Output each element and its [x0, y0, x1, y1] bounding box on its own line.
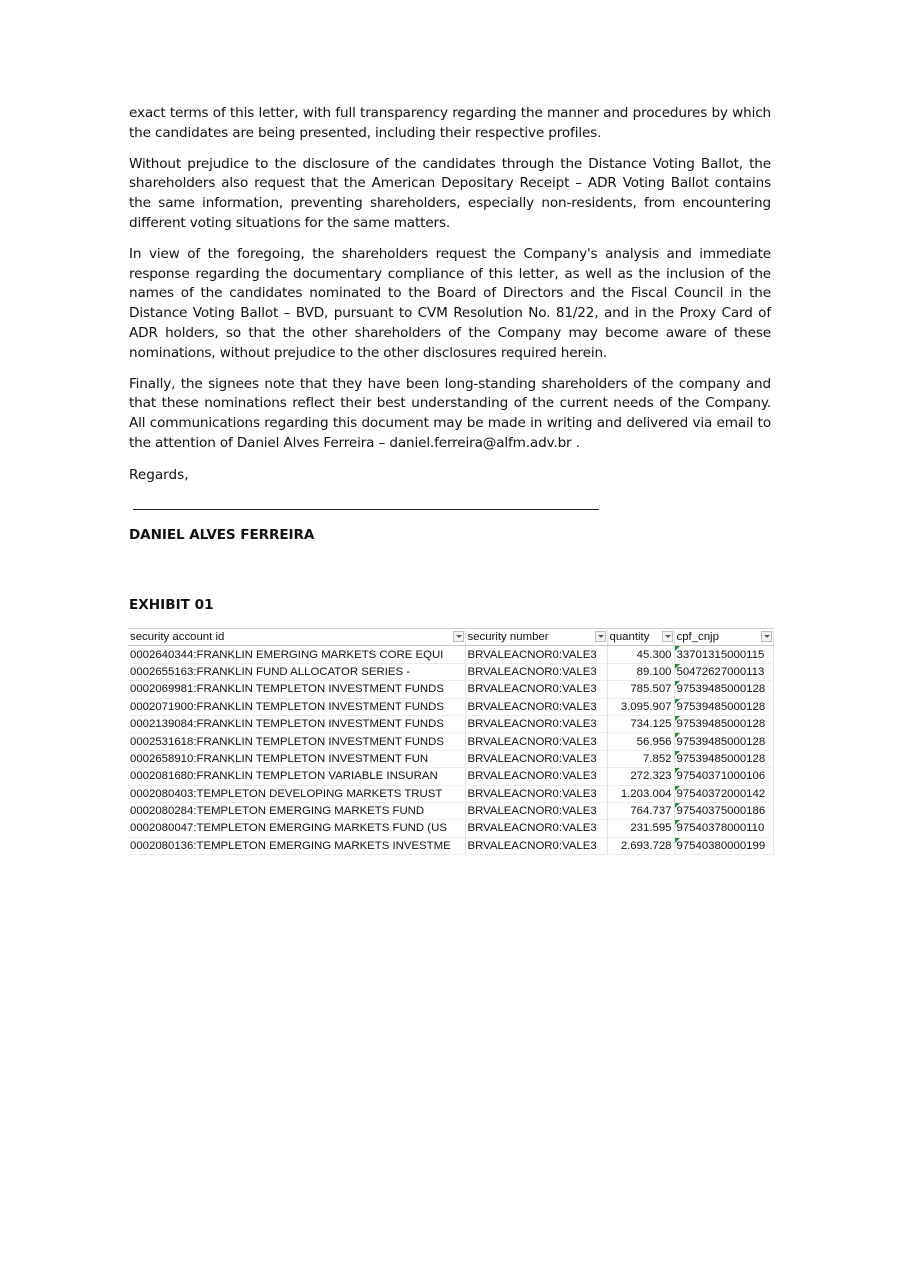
cell-account-id: 0002081680:FRANKLIN TEMPLETON VARIABLE INSURAN — [128, 768, 465, 785]
filter-dropdown-icon[interactable] — [453, 631, 464, 642]
cell-quantity: 785.507 — [607, 681, 674, 698]
table-row — [128, 663, 773, 680]
cell-cpf-cnjp — [674, 715, 773, 732]
filter-dropdown-icon[interactable] — [662, 631, 673, 642]
cell-security-number: BRVALEACNOR0:VALE3 — [465, 802, 607, 819]
filter-dropdown-icon[interactable] — [761, 631, 772, 642]
cell-value: 97540372000142 — [676, 787, 766, 800]
number-as-text-indicator-icon — [675, 664, 680, 669]
cell-value: 33701315000115 — [676, 648, 765, 661]
cell-value: 97540371000106 — [676, 770, 766, 783]
column-header-label: security number — [467, 631, 549, 644]
cell-account-id: 0002139084:FRANKLIN TEMPLETON INVESTMENT FUNDS — [128, 715, 465, 732]
number-as-text-indicator-icon — [675, 803, 680, 808]
table-row — [128, 820, 773, 837]
signature-line — [133, 509, 599, 510]
cell-value: 97540375000186 — [676, 805, 766, 818]
exhibit-title: EXHIBIT 01 — [129, 597, 214, 613]
cell-quantity: 764.737 — [607, 802, 674, 819]
column-header — [128, 629, 465, 646]
cell-cpf-cnjp — [674, 820, 773, 837]
cell-quantity: 2.693.728 — [607, 837, 674, 854]
cell-value: 97540378000110 — [676, 822, 765, 835]
cell-account-id: 0002658910:FRANKLIN TEMPLETON INVESTMENT FUN — [128, 750, 465, 767]
filter-dropdown-icon[interactable] — [595, 631, 606, 642]
cell-value: 97540380000199 — [676, 839, 766, 852]
cell-security-number: BRVALEACNOR0:VALE3 — [465, 646, 607, 663]
number-as-text-indicator-icon — [675, 716, 680, 721]
cell-quantity: 734.125 — [607, 715, 674, 732]
cell-value: 50472627000113 — [676, 665, 765, 678]
cell-quantity: 231.595 — [607, 820, 674, 837]
cell-quantity: 56.956 — [607, 733, 674, 750]
table-row — [128, 768, 773, 785]
cell-cpf-cnjp — [674, 663, 773, 680]
table-header-row — [128, 629, 773, 646]
cell-quantity: 7.852 — [607, 750, 674, 767]
cell-value: 97539485000128 — [676, 718, 766, 731]
cell-security-number: BRVALEACNOR0:VALE3 — [465, 733, 607, 750]
cell-security-number: BRVALEACNOR0:VALE3 — [465, 681, 607, 698]
table-row — [128, 750, 773, 767]
cell-cpf-cnjp — [674, 785, 773, 802]
exhibit-table — [128, 628, 774, 855]
cell-value: 97539485000128 — [676, 752, 766, 765]
cell-account-id: 0002531618:FRANKLIN TEMPLETON INVESTMENT FUNDS — [128, 733, 465, 750]
cell-cpf-cnjp — [674, 837, 773, 854]
signer-name: DANIEL ALVES FERREIRA — [129, 526, 315, 543]
cell-quantity: 89.100 — [607, 663, 674, 680]
number-as-text-indicator-icon — [675, 768, 680, 773]
cell-quantity: 3.095.907 — [607, 698, 674, 715]
column-header — [607, 629, 674, 646]
cell-value: 97539485000128 — [676, 700, 766, 713]
cell-cpf-cnjp — [674, 802, 773, 819]
cell-account-id: 0002071900:FRANKLIN TEMPLETON INVESTMENT FUNDS — [128, 698, 465, 715]
cell-cpf-cnjp — [674, 733, 773, 750]
table-row — [128, 698, 773, 715]
cell-account-id: 0002069981:FRANKLIN TEMPLETON INVESTMENT FUNDS — [128, 681, 465, 698]
cell-account-id: 0002640344:FRANKLIN EMERGING MARKETS CORE EQUI — [128, 646, 465, 663]
cell-account-id: 0002080136:TEMPLETON EMERGING MARKETS INVESTME — [128, 837, 465, 854]
cell-cpf-cnjp — [674, 768, 773, 785]
cell-security-number: BRVALEACNOR0:VALE3 — [465, 698, 607, 715]
paragraph-terms: exact terms of this letter, with full transparency regarding the manner and procedures by which the candidates are being presented, including their respective profiles. — [129, 105, 771, 141]
cell-security-number: BRVALEACNOR0:VALE3 — [465, 768, 607, 785]
cell-cpf-cnjp — [674, 750, 773, 767]
table-row — [128, 681, 773, 698]
number-as-text-indicator-icon — [675, 681, 680, 686]
paragraph-adr-ballot: Without prejudice to the disclosure of the candidates through the Distance Voting Ballot, the shareholders also request that the American Depositary Receipt – ADR Voting Ballot contains the same information, preventing shareholders, especially non-residents, from encountering different voting situations for the same matters. — [129, 155, 771, 231]
paragraph-contact: Finally, the signees note that they have been long-standing shareholders of the company and that these nominations reflect their best understanding of the current needs of the Company. All communications regarding this document may be made in writing and delivered via email to the attention of Daniel Alves Ferreira – daniel.ferreira@alfm.adv.br . — [129, 375, 771, 451]
column-header — [674, 629, 773, 646]
cell-account-id: 0002080047:TEMPLETON EMERGING MARKETS FUND (US — [128, 820, 465, 837]
cell-account-id: 0002080284:TEMPLETON EMERGING MARKETS FUND — [128, 802, 465, 819]
table-row — [128, 785, 773, 802]
cell-cpf-cnjp — [674, 646, 773, 663]
paragraph-request: In view of the foregoing, the shareholders request the Company's analysis and immediate response regarding the documentary compliance of this letter, as well as the inclusion of the names of the candidates nominated to the Board of Directors and the Fiscal Council in the Distance Voting Ballot – BVD, pursuant to CVM Resolution No. 81/22, and in the Proxy Card of ADR holders, so that the other shareholders of the Company may become aware of these nominations, without prejudice to the other disclosures required herein. — [129, 245, 771, 361]
column-header-label: security account id — [130, 631, 225, 644]
cell-value: 97539485000128 — [676, 735, 766, 748]
cell-value: 97539485000128 — [676, 683, 766, 696]
table-row — [128, 733, 773, 750]
cell-security-number: BRVALEACNOR0:VALE3 — [465, 837, 607, 854]
cell-security-number: BRVALEACNOR0:VALE3 — [465, 750, 607, 767]
cell-security-number: BRVALEACNOR0:VALE3 — [465, 663, 607, 680]
table-row — [128, 646, 773, 663]
cell-quantity: 45.300 — [607, 646, 674, 663]
closing: Regards, — [129, 466, 189, 483]
number-as-text-indicator-icon — [675, 699, 680, 704]
number-as-text-indicator-icon — [675, 646, 680, 651]
cell-quantity: 272.323 — [607, 768, 674, 785]
table-row — [128, 837, 773, 854]
cell-account-id: 0002655163:FRANKLIN FUND ALLOCATOR SERIES - — [128, 663, 465, 680]
number-as-text-indicator-icon — [675, 751, 680, 756]
cell-cpf-cnjp — [674, 698, 773, 715]
number-as-text-indicator-icon — [675, 786, 680, 791]
table-row — [128, 715, 773, 732]
cell-quantity: 1.203.004 — [607, 785, 674, 802]
column-header — [465, 629, 607, 646]
column-header-label: cpf_cnjp — [676, 631, 719, 644]
letter-body — [129, 104, 771, 852]
cell-cpf-cnjp — [674, 681, 773, 698]
column-header-label: quantity — [609, 631, 650, 644]
number-as-text-indicator-icon — [675, 733, 680, 738]
cell-security-number: BRVALEACNOR0:VALE3 — [465, 785, 607, 802]
table-row — [128, 802, 773, 819]
number-as-text-indicator-icon — [675, 820, 680, 825]
number-as-text-indicator-icon — [675, 838, 680, 843]
cell-account-id: 0002080403:TEMPLETON DEVELOPING MARKETS TRUST — [128, 785, 465, 802]
cell-security-number: BRVALEACNOR0:VALE3 — [465, 820, 607, 837]
cell-security-number: BRVALEACNOR0:VALE3 — [465, 715, 607, 732]
